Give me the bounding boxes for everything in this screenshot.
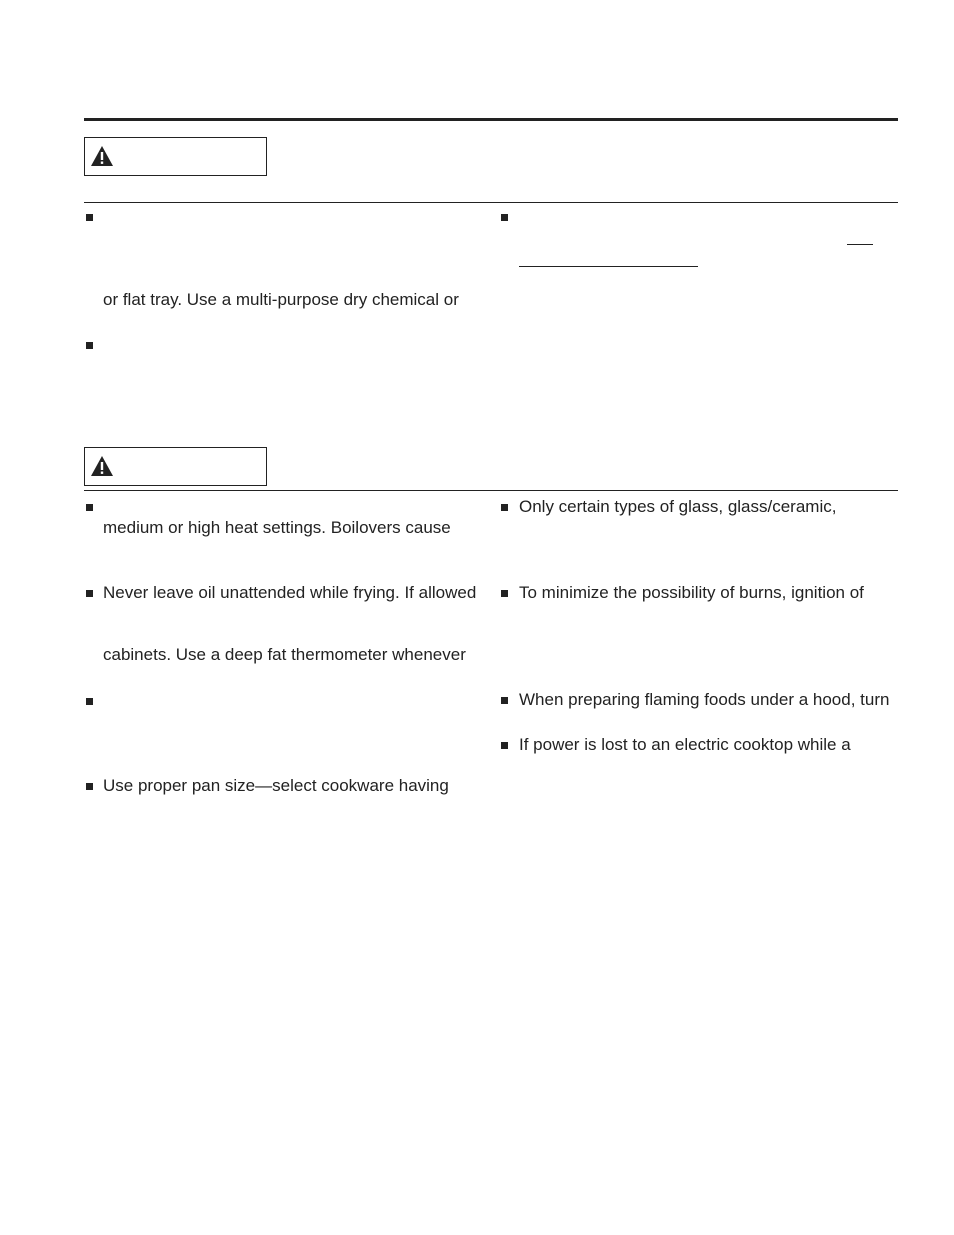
power-lost-text: If power is lost to an electric cooktop while a	[519, 735, 851, 754]
bullet-marker	[86, 590, 93, 597]
underline-rule	[519, 266, 698, 267]
warning-label-box-1	[84, 137, 267, 176]
thermometer-text: cabinets. Use a deep fat thermometer whenever	[103, 645, 466, 664]
fire-safety-text: or flat tray. Use a multi-purpose dry chemical or	[103, 290, 459, 309]
warning-triangle-icon	[90, 145, 114, 167]
section-2-divider	[84, 490, 898, 491]
cookware-glass-text: Only certain types of glass, glass/ceramic,	[519, 497, 837, 516]
pan-size-text: Use proper pan size—select cookware having	[103, 776, 449, 795]
underline-rule	[847, 244, 873, 245]
header-rule	[84, 118, 898, 121]
flaming-foods-text: When preparing flaming foods under a hood, turn	[519, 690, 890, 709]
burns-text: To minimize the possibility of burns, ignition of	[519, 583, 864, 602]
bullet-marker	[86, 698, 93, 705]
section-1-divider	[84, 202, 898, 203]
bullet-marker	[86, 214, 93, 221]
warning-triangle-icon	[90, 455, 114, 477]
bullet-marker	[501, 742, 508, 749]
boilover-text: medium or high heat settings. Boilovers cause	[103, 518, 451, 537]
bullet-marker	[86, 783, 93, 790]
bullet-marker	[501, 504, 508, 511]
bullet-marker	[501, 214, 508, 221]
oil-frying-text: Never leave oil unattended while frying. If allowed	[103, 583, 477, 602]
bullet-marker	[501, 697, 508, 704]
bullet-marker	[501, 590, 508, 597]
bullet-marker	[86, 342, 93, 349]
warning-label-box-2	[84, 447, 267, 486]
bullet-marker	[86, 504, 93, 511]
